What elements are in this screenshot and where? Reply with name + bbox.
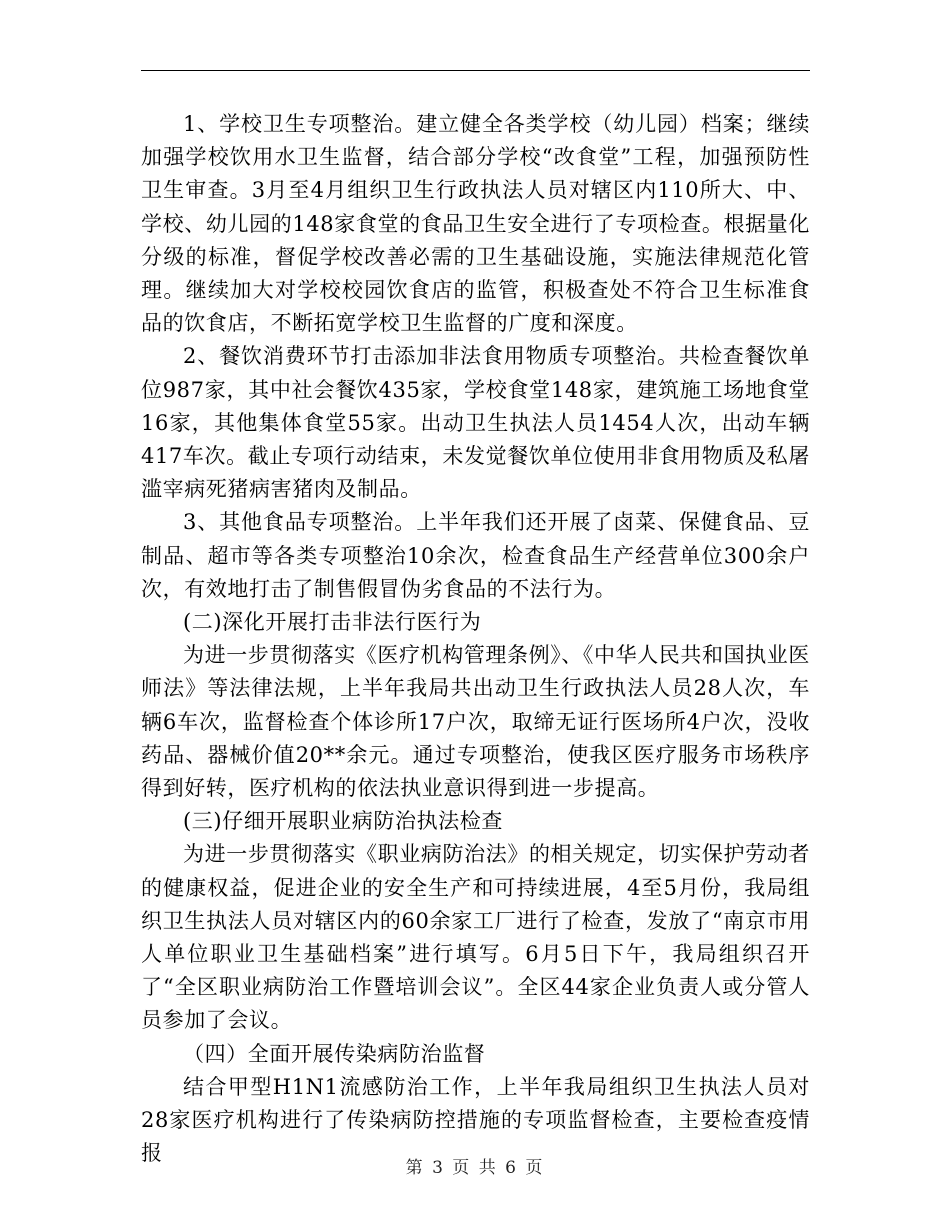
page-footer: 第 3 页 共 6 页 <box>405 1158 545 1178</box>
paragraph-school-hygiene: 1、学校卫生专项整治。建立健全各类学校（幼儿园）档案；继续加强学校饮用水卫生监督，结合部分学校“改食堂”工程，加强预防性卫生审查。3月至4月组织卫生行政执法人员对辖区内110所大、中、学校、幼儿园的148家食堂的食品卫生安全进行了专项检查。根据量化分级的标准，督促学校改善必需的卫生基础设施，实施法律规范化管理。继续加大对学校校园饮食店的监管，积极查处不符合卫生标准食品的饮食店，不断拓宽学校卫生监督的广度和深度。 <box>141 112 810 336</box>
header-rule <box>141 70 810 71</box>
section-heading-occupational-disease: (三)仔细开展职业病防治执法检查 <box>183 809 503 834</box>
paragraph-other-food: 3、其他食品专项整治。上半年我们还开展了卤菜、保健食品、豆制品、超市等各类专项整治10余次，检查食品生产经营单位300余户次，有效地打击了制售假冒伪劣食品的不法行为。 <box>141 510 810 601</box>
section-heading-infectious-disease: （四）全面开展传染病防治监督 <box>183 1041 486 1066</box>
paragraph-infectious-disease: 结合甲型H1N1流感防治工作，上半年我局组织卫生执法人员对28家医疗机构进行了传染病防控措施的专项监督检查，主要检查疫情报 <box>141 1074 810 1166</box>
section-heading-illegal-medical: (二)深化开展打击非法行医行为 <box>183 610 482 635</box>
paragraph-illegal-medical: 为进一步贯彻落实《医疗机构管理条例》、《中华人民共和国执业医师法》等法律法规，上半年我局共出动卫生行政执法人员28人次，车辆6车次，监督检查个体诊所17户次，取缔无证行医场所4户次，没收药品、器械价值20**余元。通过专项整治，使我区医疗服务市场秩序得到好转，医疗机构的依法执业意识得到进一步提高。 <box>141 643 810 801</box>
paragraph-catering-inspection: 2、餐饮消费环节打击添加非法食用物质专项整治。共检查餐饮单位987家，其中社会餐饮435家，学校食堂148家，建筑施工场地食堂16家，其他集体食堂55家。出动卫生执法人员1454人次，出动车辆417车次。截止专项行动结束，未发觉餐饮单位使用非食用物质及私屠滥宰病死猪病害猪肉及制品。 <box>141 344 810 502</box>
paragraph-occupational-disease: 为进一步贯彻落实《职业病防治法》的相关规定，切实保护劳动者的健康权益，促进企业的安全生产和可持续进展，4至5月份，我局组织卫生执法人员对辖区内的60余家工厂进行了检查，发放了“南京市用人单位职业卫生基础档案”进行填写。6月5日下午，我局组织召开了“全区职业病防治工作暨培训会议”。全区44家企业负责人或分管人员参加了会议。 <box>141 842 810 1033</box>
document-body <box>141 108 810 1171</box>
